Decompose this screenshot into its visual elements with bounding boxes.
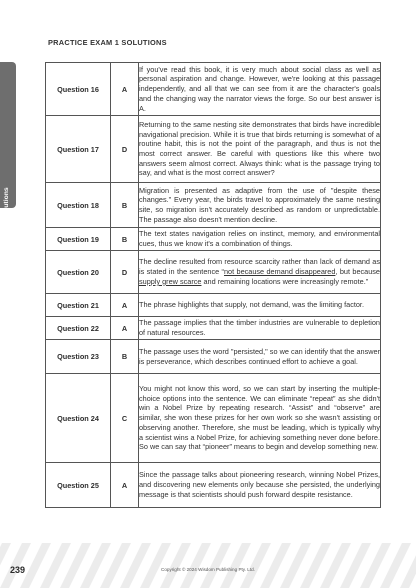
table-row xyxy=(46,374,381,463)
section-tab xyxy=(0,62,16,247)
table-row xyxy=(46,294,381,317)
table-row xyxy=(46,340,381,374)
question-label: Question 16 xyxy=(46,63,111,116)
table-row xyxy=(46,251,381,294)
explanation: The passage uses the word "persisted," so we can identify that the answer is perseverance, which describes continued effort to achieve a goal. xyxy=(139,340,381,374)
question-label: Question 18 xyxy=(46,183,111,228)
explanation: You might not know this word, so we can start by inserting the multiple-choice options into the sentence. We can eliminate “repeat” as she didn't win a Nobel Prize by repeating research. “Assist” and “observe” are similar, she won these prizes for her own work so she wasn't assisting or observing another. Therefore, she must be leading, which is typically why a scientist wins a Nobel Prize, for achieving something never done before. So we can say that “pioneer” means to begin and develop something new. xyxy=(139,374,381,463)
explanation: Since the passage talks about pioneering research, winning Nobel Prizes, and discovering new elements only because she persisted, the underlying message is that scientists should push forward despite resistance. xyxy=(139,463,381,508)
solutions-table xyxy=(45,62,381,508)
question-label: Question 23 xyxy=(46,340,111,374)
explanation: The passage implies that the timber industries are vulnerable to depletion of natural resources. xyxy=(139,317,381,340)
answer-letter: B xyxy=(111,228,139,251)
explanation: The text states navigation relies on instinct, memory, and environmental cues, thus we know it's a combination of things. xyxy=(139,228,381,251)
question-label: Question 21 xyxy=(46,294,111,317)
footer-stripe-decoration xyxy=(0,543,416,588)
explanation: The decline resulted from resource scarcity rather than lack of demand as is stated in the sentence “not because demand disappeared, but because supply grew scarce and remaining locations were increasingly remote.” xyxy=(139,251,381,294)
answer-letter: D xyxy=(111,251,139,294)
answer-letter: A xyxy=(111,317,139,340)
table-row xyxy=(46,463,381,508)
table-row xyxy=(46,63,381,116)
question-label: Question 17 xyxy=(46,116,111,183)
answer-letter: B xyxy=(111,183,139,228)
question-label: Question 25 xyxy=(46,463,111,508)
page-header: PRACTICE EXAM 1 SOLUTIONS xyxy=(48,38,167,47)
answer-letter: A xyxy=(111,63,139,116)
question-label: Question 20 xyxy=(46,251,111,294)
answer-letter: C xyxy=(111,374,139,463)
question-label: Question 19 xyxy=(46,228,111,251)
copyright-text: Copyright © 2024 Wisdom Publishing Pty. Ltd. xyxy=(161,567,255,572)
page-number: 239 xyxy=(10,565,26,575)
explanation: Migration is presented as adaptive from the use of "despite these changes." Every year, the birds travel to approximately the same nesting site, so migration isn't accurately described as random or unpredictable. The passage also doesn't mention decline. xyxy=(139,183,381,228)
table-row xyxy=(46,116,381,183)
explanation: The phrase highlights that supply, not demand, was the limiting factor. xyxy=(139,294,381,317)
explanation: If you've read this book, it is very much about social class as well as personal aspiration and change. However, we're looking at this passage independently, and all that we can see from it are the character's goals and the changing way the narrator views the forge. So our best answer is A. xyxy=(139,63,381,116)
table-row xyxy=(46,183,381,228)
answer-letter: A xyxy=(111,463,139,508)
explanation: Returning to the same nesting site demonstrates that birds have incredible navigational precision. While it is true that birds returning is somewhat of a routine habit, this is not the point of the paragraph, and thus is not the most correct answer. Be careful with questions like this where two answers seem almost correct. Always think: what is the passage trying to say, and what is the most correct answer? xyxy=(139,116,381,183)
question-label: Question 24 xyxy=(46,374,111,463)
question-label: Question 22 xyxy=(46,317,111,340)
answer-letter: B xyxy=(111,340,139,374)
answer-letter: A xyxy=(111,294,139,317)
table-row xyxy=(46,228,381,251)
answer-letter: D xyxy=(111,116,139,183)
table-row xyxy=(46,317,381,340)
section-tab-label: Reading Solutions xyxy=(3,187,10,247)
